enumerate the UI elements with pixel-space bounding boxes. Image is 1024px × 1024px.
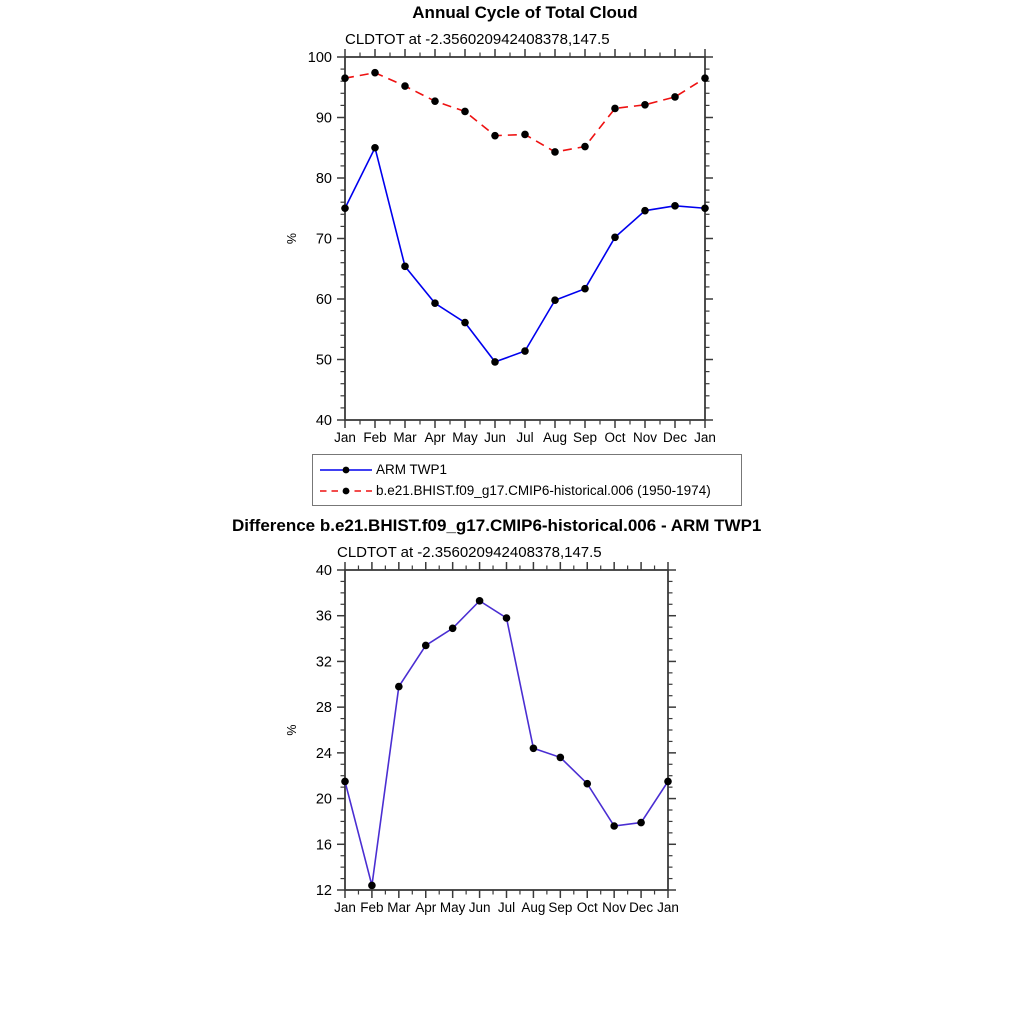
data-point-marker bbox=[641, 207, 649, 215]
data-point-marker bbox=[530, 744, 538, 752]
x-tick-label: Apr bbox=[415, 900, 437, 915]
data-point-marker bbox=[671, 93, 679, 101]
x-tick-label: Jan bbox=[694, 430, 716, 445]
x-tick-label: Dec bbox=[629, 900, 654, 915]
x-tick-label: Jan bbox=[657, 900, 679, 915]
x-tick-label: Apr bbox=[424, 430, 446, 445]
legend-label: b.e21.BHIST.f09_g17.CMIP6-historical.006 (1950-1974) bbox=[376, 483, 711, 498]
x-tick-label: May bbox=[452, 430, 478, 445]
y-axis-label: % bbox=[285, 724, 299, 736]
x-tick-label: Sep bbox=[572, 430, 598, 445]
data-point-marker bbox=[371, 144, 379, 152]
y-tick-label: 12 bbox=[315, 883, 332, 899]
data-point-marker bbox=[449, 624, 457, 632]
difference-chart-title: Difference b.e21.BHIST.f09_g17.CMIP6-historical.006 - ARM TWP1 bbox=[232, 516, 762, 535]
data-point-marker bbox=[395, 683, 403, 691]
x-tick-label: Jan bbox=[334, 900, 356, 915]
x-tick-label: Sep bbox=[548, 900, 573, 915]
difference-chart-subtitle: CLDTOT at -2.356020942408378,147.5 bbox=[337, 544, 602, 561]
series-line-0 bbox=[345, 148, 705, 362]
x-tick-label: Oct bbox=[604, 430, 626, 445]
x-tick-label: Aug bbox=[542, 430, 568, 445]
data-point-marker bbox=[610, 822, 618, 830]
y-axis-label: % bbox=[285, 232, 299, 245]
data-point-marker bbox=[491, 132, 499, 140]
series-line-1 bbox=[345, 73, 705, 152]
data-point-marker bbox=[341, 204, 349, 212]
x-tick-label: Jul bbox=[497, 900, 516, 915]
data-point-marker bbox=[476, 597, 484, 605]
x-tick-label: Feb bbox=[360, 900, 384, 915]
data-point-marker bbox=[521, 347, 529, 355]
y-tick-label: 40 bbox=[315, 413, 332, 429]
y-tick-label: 80 bbox=[315, 171, 332, 187]
data-point-marker bbox=[431, 299, 439, 307]
data-point-marker bbox=[341, 778, 349, 786]
data-point-marker bbox=[551, 296, 559, 304]
data-point-marker bbox=[611, 105, 619, 113]
x-tick-label: Aug bbox=[521, 900, 546, 915]
top-chart-subtitle: CLDTOT at -2.356020942408378,147.5 bbox=[345, 31, 610, 48]
data-point-marker bbox=[583, 780, 591, 788]
x-tick-label: Jun bbox=[468, 900, 491, 915]
y-tick-label: 40 bbox=[315, 563, 332, 579]
data-point-marker bbox=[503, 614, 511, 622]
y-tick-label: 16 bbox=[315, 837, 332, 854]
data-point-marker bbox=[521, 131, 529, 139]
data-point-marker bbox=[491, 358, 499, 366]
data-point-marker bbox=[664, 778, 672, 786]
data-point-marker bbox=[401, 263, 409, 271]
data-point-marker bbox=[551, 148, 559, 156]
legend-marker-icon bbox=[343, 466, 350, 473]
data-point-marker bbox=[461, 108, 469, 116]
plot-frame bbox=[345, 57, 705, 420]
y-tick-label: 50 bbox=[315, 352, 332, 369]
x-tick-label: Oct bbox=[576, 900, 598, 915]
x-tick-label: Jul bbox=[516, 430, 534, 445]
y-tick-label: 20 bbox=[315, 791, 332, 808]
y-tick-label: 70 bbox=[315, 231, 332, 248]
y-tick-label: 60 bbox=[315, 292, 332, 308]
x-tick-label: Feb bbox=[363, 430, 387, 445]
data-point-marker bbox=[671, 202, 679, 210]
data-point-marker bbox=[701, 204, 709, 212]
data-point-marker bbox=[422, 642, 430, 650]
y-tick-label: 28 bbox=[315, 700, 332, 717]
data-point-marker bbox=[557, 754, 565, 762]
data-point-marker bbox=[461, 319, 469, 327]
data-point-marker bbox=[701, 74, 709, 82]
top-chart-title: Annual Cycle of Total Cloud bbox=[412, 3, 638, 22]
y-tick-label: 100 bbox=[307, 50, 332, 66]
legend-box bbox=[312, 454, 742, 506]
x-tick-label: Mar bbox=[387, 900, 411, 915]
y-tick-label: 90 bbox=[315, 110, 332, 127]
y-tick-label: 32 bbox=[315, 654, 332, 671]
x-tick-label: Dec bbox=[662, 430, 688, 445]
data-point-marker bbox=[371, 69, 379, 77]
legend-marker-icon bbox=[343, 487, 350, 494]
legend-line-sample bbox=[319, 463, 373, 477]
series-line-0 bbox=[345, 601, 668, 886]
data-point-marker bbox=[581, 143, 589, 151]
data-point-marker bbox=[581, 285, 589, 293]
legend-line-sample bbox=[319, 484, 373, 498]
difference-chart bbox=[0, 540, 1024, 970]
x-tick-label: Mar bbox=[393, 430, 417, 445]
legend-label: ARM TWP1 bbox=[376, 462, 448, 477]
data-point-marker bbox=[637, 819, 645, 827]
y-tick-label: 36 bbox=[315, 608, 332, 625]
data-point-marker bbox=[368, 882, 376, 890]
legend-item bbox=[319, 480, 737, 501]
data-point-marker bbox=[341, 74, 349, 82]
x-tick-label: Nov bbox=[632, 430, 658, 445]
x-tick-label: Jan bbox=[334, 430, 356, 445]
data-point-marker bbox=[611, 233, 619, 241]
data-point-marker bbox=[401, 82, 409, 90]
data-point-marker bbox=[641, 101, 649, 109]
x-tick-label: Nov bbox=[602, 900, 627, 915]
x-tick-label: Jun bbox=[484, 430, 506, 445]
data-point-marker bbox=[431, 97, 439, 105]
y-tick-label: 24 bbox=[315, 745, 332, 762]
x-tick-label: May bbox=[439, 900, 466, 915]
legend-item bbox=[319, 459, 737, 480]
